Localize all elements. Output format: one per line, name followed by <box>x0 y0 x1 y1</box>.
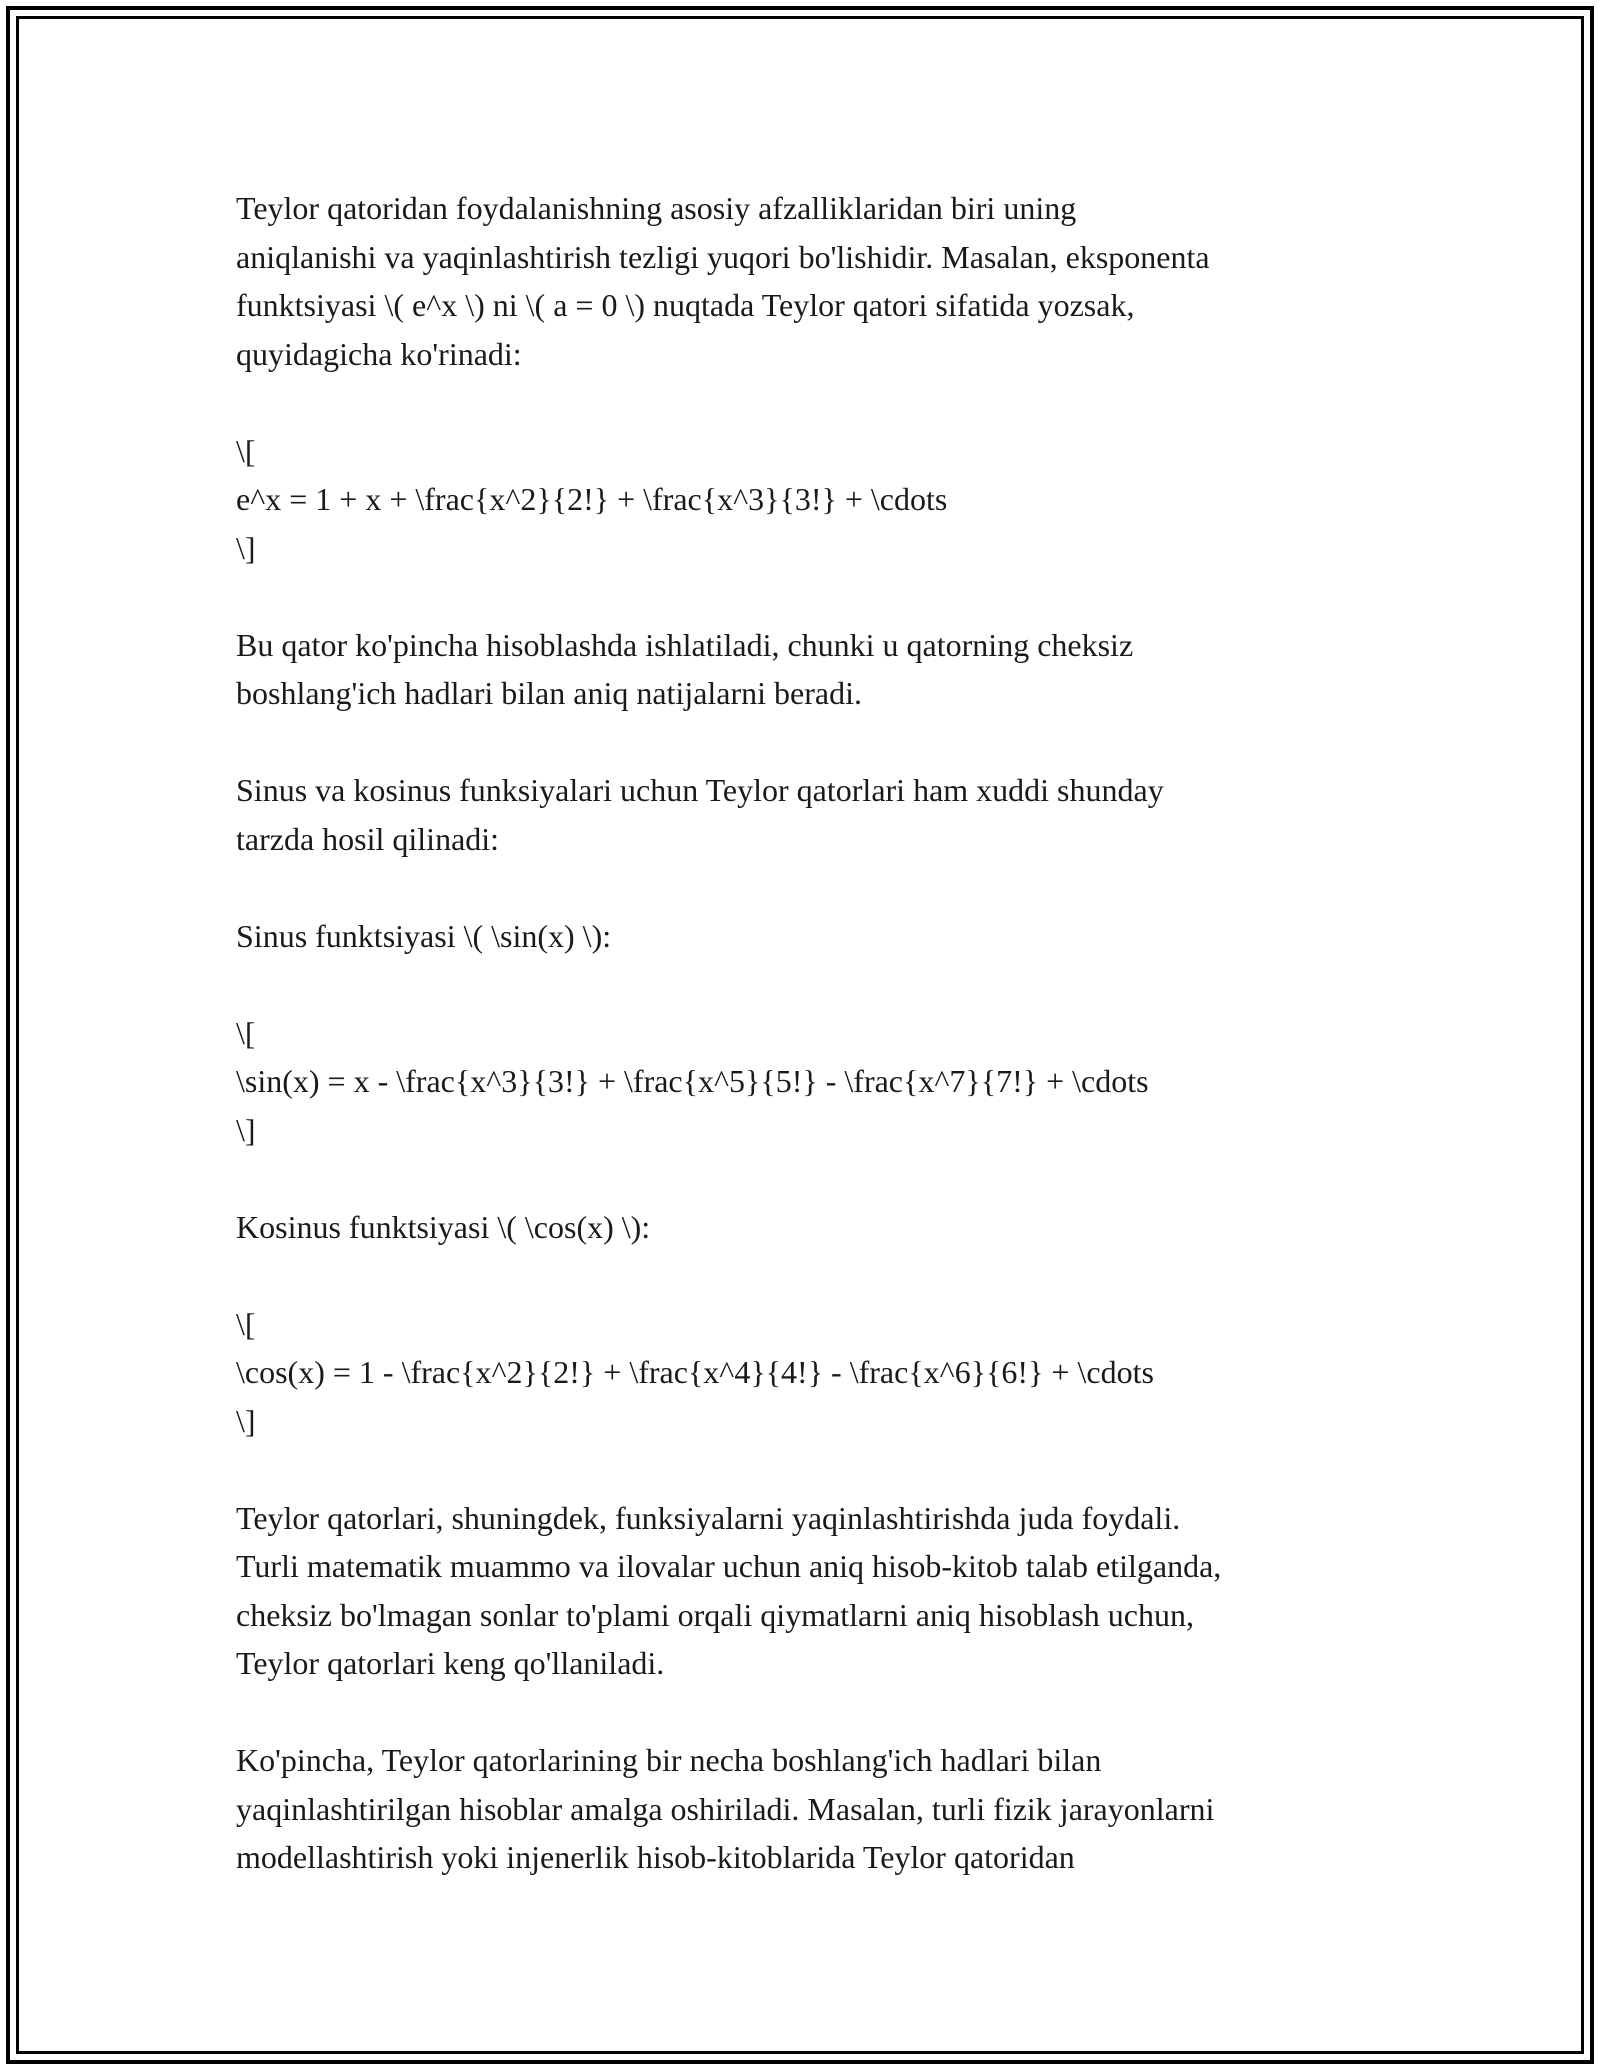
document-body <box>236 184 1386 1930</box>
paragraph-usage: Bu qator ko'pincha hisoblashda ishlatiladi, chunki u qatorning cheksiz boshlang'ich hadlari bilan aniq natijalarni beradi. <box>236 626 1134 711</box>
heading-cosine: Kosinus funktsiyasi \( \cos(x) \): <box>236 1208 651 1245</box>
paragraph-sin-cos-intro: Sinus va kosinus funksiyalari uchun Teylor qatorlari ham xuddi shunday tarzda hosil qilinadi: <box>236 772 1164 857</box>
heading-sine: Sinus funktsiyasi \( \sin(x) \): <box>236 917 612 954</box>
formula-exponential: \[ e^x = 1 + x + \frac{x^2}{2!} + \frac{x^3}{3!} + \cdots \] <box>236 432 948 566</box>
paragraph-applications: Teylor qatorlari, shuningdek, funksiyalarni yaqinlashtirishda juda foydali. Turli matematik muammo va ilovalar uchun aniq hisob-kitob talab etilganda, cheksiz bo'lmagan sonlar to'plami orqali qiymatlarni aniq hisoblash uchun, Teylor qatorlari keng qo'llaniladi. <box>236 1499 1222 1681</box>
paragraph-approximation: Ko'pincha, Teylor qatorlarining bir necha boshlang'ich hadlari bilan yaqinlashtirilgan hisoblar amalga oshiriladi. Masalan, turli fizik jarayonlarni modellashtirish yoki injenerlik hisob-kitoblarida Teylor qatoridan <box>236 1742 1215 1875</box>
formula-sine: \[ \sin(x) = x - \frac{x^3}{3!} + \frac{x^5}{5!} - \frac{x^7}{7!} + \cdots \] <box>236 1014 1149 1148</box>
paragraph-intro: Teylor qatoridan foydalanishning asosiy afzalliklaridan biri uning aniqlanishi va yaqinlashtirish tezligi yuqori bo'lishidir. Masalan, eksponenta funktsiyasi \( e^x \) ni \( a = 0 \) nuqtada Teylor qatori sifatida yozsak, quyidagicha ko'rinadi: <box>236 190 1210 372</box>
formula-cosine: \[ \cos(x) = 1 - \frac{x^2}{2!} + \frac{x^4}{4!} - \frac{x^6}{6!} + \cdots \] <box>236 1305 1154 1439</box>
